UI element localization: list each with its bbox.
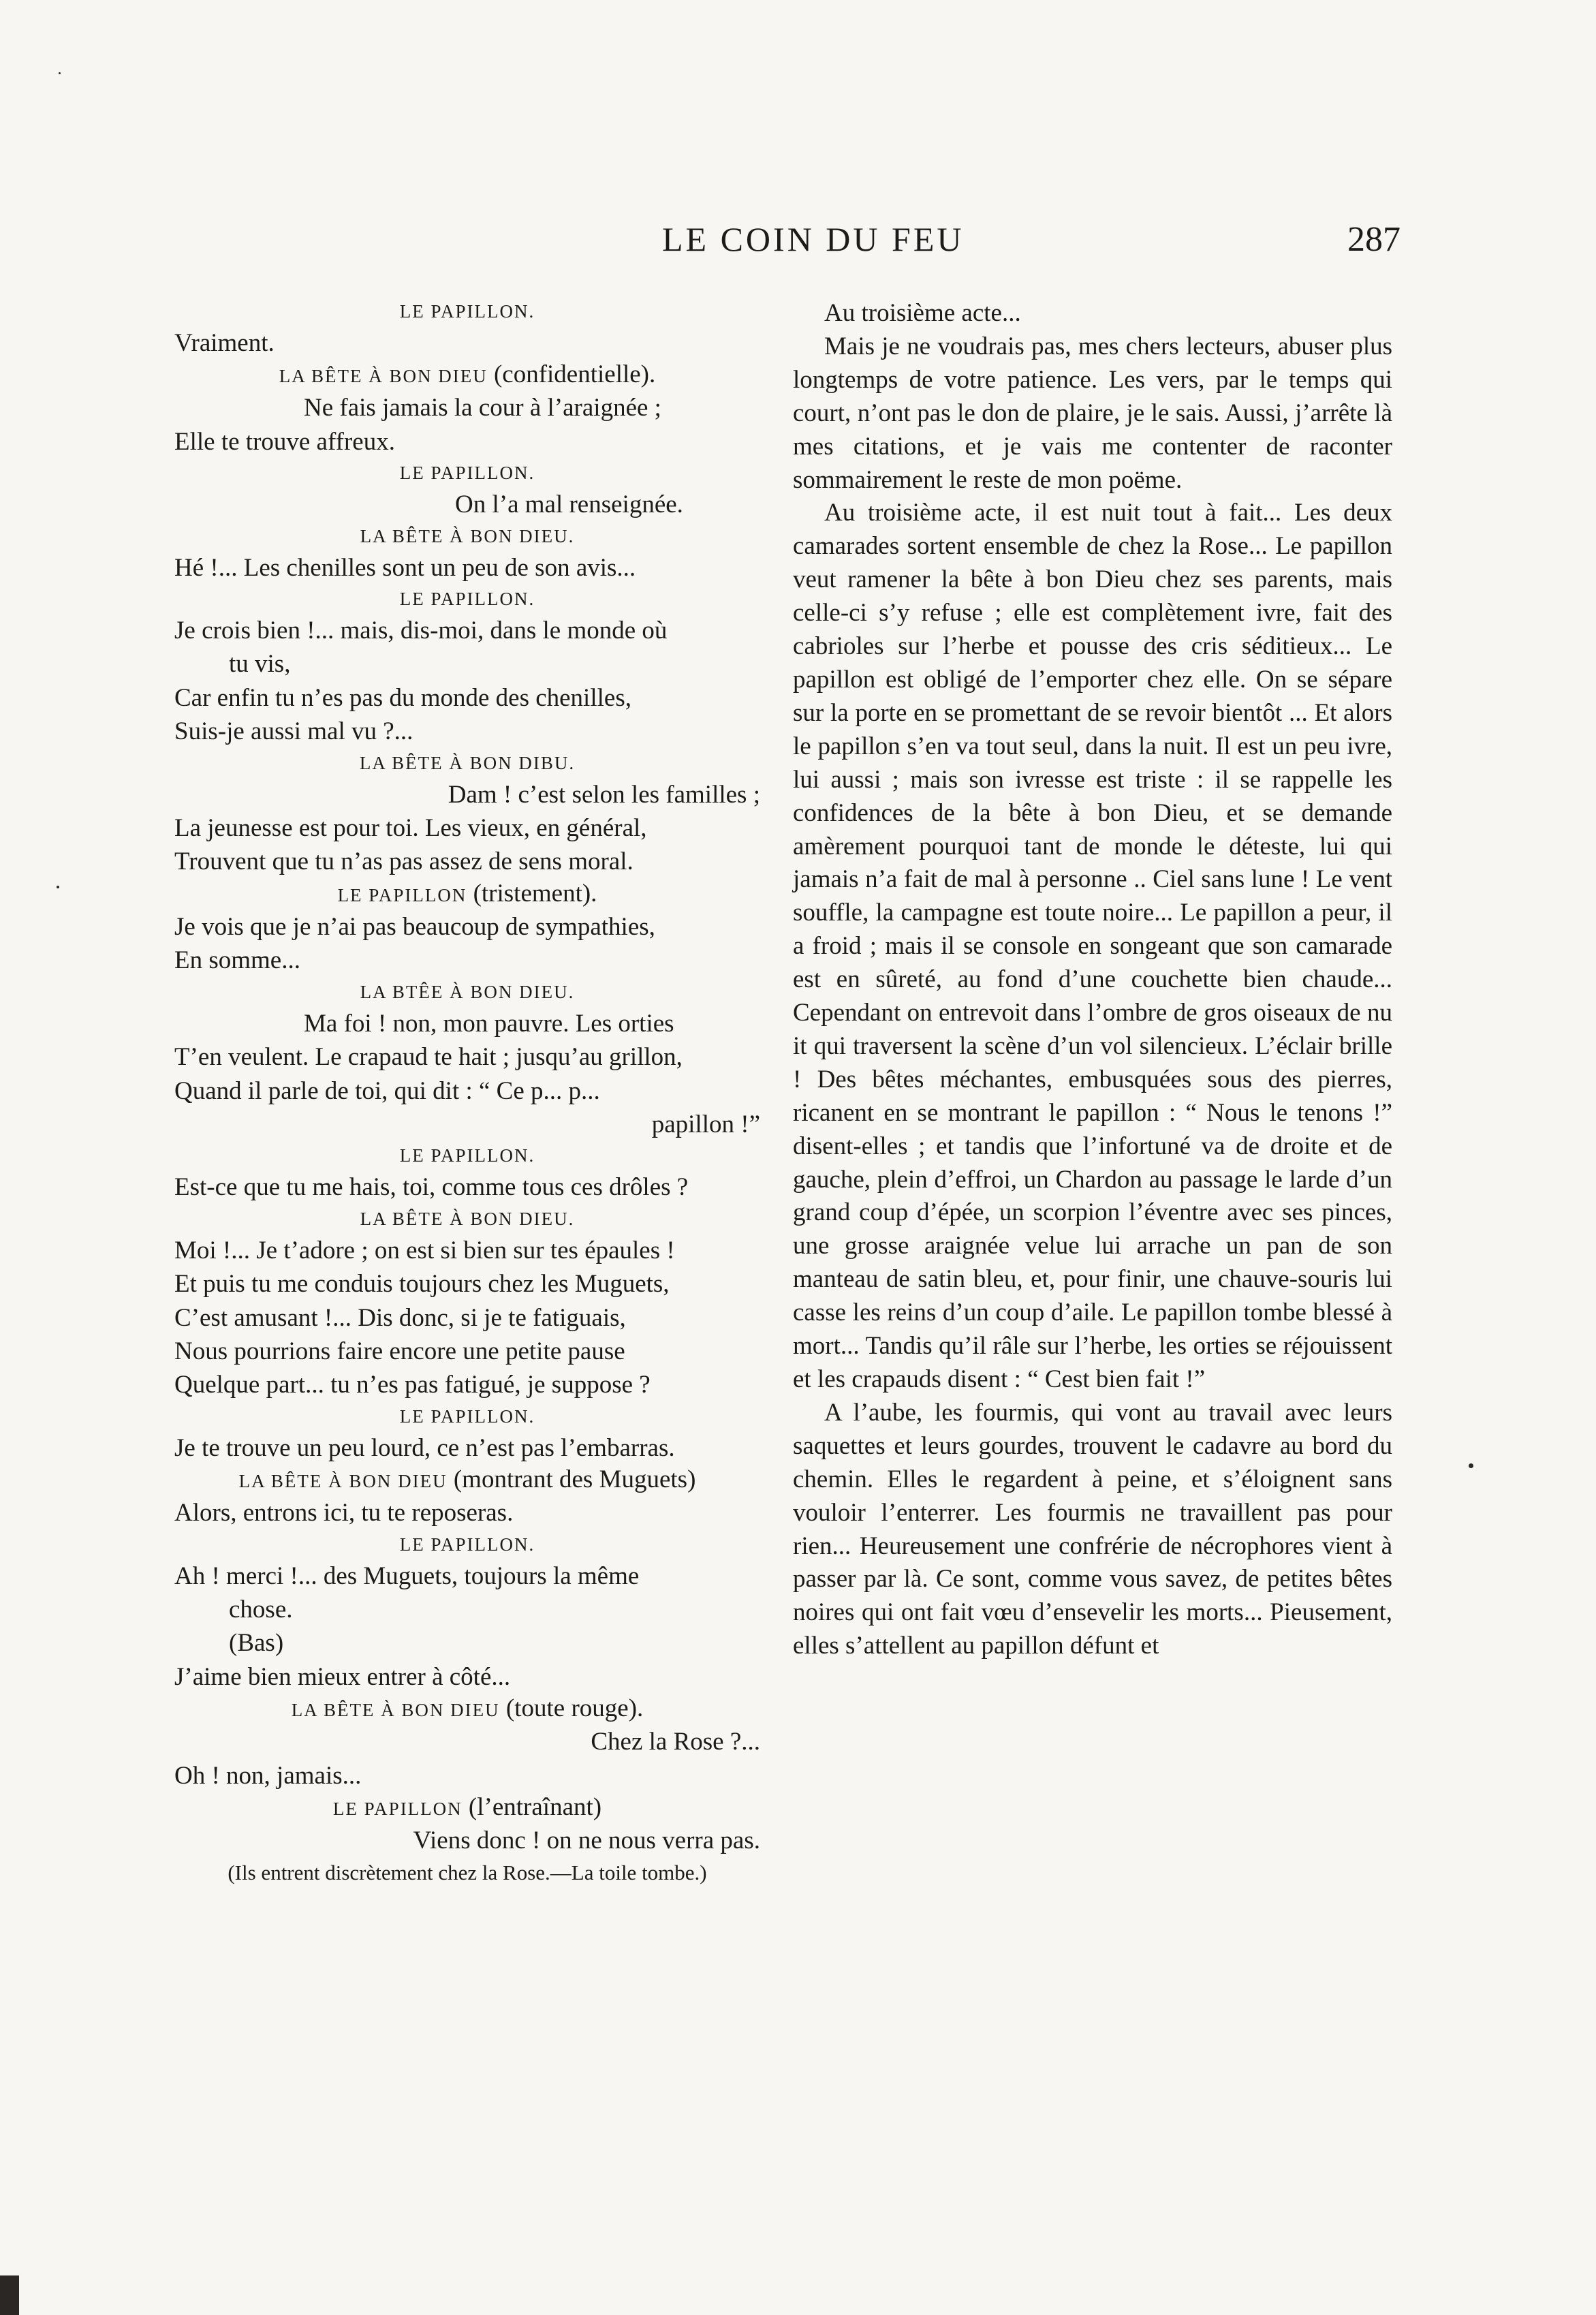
verse-line: Suis-je aussi mal vu ?...: [174, 717, 413, 746]
verse-line: Viens donc ! on ne nous verra pas.: [413, 1827, 760, 1854]
verse-line: Oh ! non, jamais...: [174, 1761, 362, 1790]
prose-paragraph: A l’aube, les fourmis, qui vont au travail avec leurs saquettes et leurs gourdes, trouvent le cadavre au bord du chemin. Elles le regardent à peine, et s’éloignent sans vouloir l’enterrer. Les fourmis ne travaillent pas pour rien... Heureusement une confrérie de nécrophores vient à passer par là. Ce sont, comme vous savez, de petites bêtes noires qui ont fait vœu d’ensevelir les morts... Pieusement, elles s’attellent au papillon défunt et: [793, 1398, 1392, 1660]
speaker-label: LE PAPILLON.: [399, 589, 535, 610]
verse-line: chose.: [229, 1595, 293, 1623]
verse-line: Car enfin tu n’es pas du monde des chenilles,: [174, 683, 631, 712]
verse-line: Je crois bien !... mais, dis-moi, dans le monde où: [174, 617, 668, 645]
stage-direction: (tristement).: [467, 879, 597, 907]
print-speck: [57, 886, 59, 888]
running-title: LE COIN DU FEU: [662, 220, 965, 258]
speaker-name: [174, 360, 760, 391]
speaker-label: LA BÊTE À BON DIEU: [279, 366, 488, 387]
stage-direction: (montrant des Muguets): [447, 1465, 696, 1494]
speaker-name: [174, 522, 760, 551]
speaker-label: LE PAPILLON: [337, 884, 467, 905]
print-speck: [0, 2275, 19, 2315]
verse-line: Quand il parle de toi, qui dit : “ Ce p... p...: [174, 1076, 600, 1105]
verse-line: En somme...: [174, 946, 300, 975]
verse-line: J’aime bien mieux entrer à côté...: [174, 1662, 511, 1691]
stage-direction: (confidentielle).: [487, 360, 656, 389]
verse-line: (Bas): [229, 1629, 284, 1658]
prose-paragraph: Au troisième acte...: [824, 299, 1021, 327]
speaker-name: [174, 459, 760, 488]
stage-direction: (l’entraînant): [462, 1793, 602, 1821]
speaker-label: LA BÊTE À BON DIEU: [238, 1471, 448, 1492]
speaker-name: [174, 1465, 760, 1496]
verse-line: La jeunesse est pour toi. Les vieux, en général,: [174, 814, 647, 843]
print-speck: [59, 72, 61, 74]
verse-line: Est-ce que tu me hais, toi, comme tous ces drôles ?: [174, 1173, 689, 1202]
verse-line: T’en veulent. Le crapaud te hait ; jusqu’au grillon,: [174, 1043, 683, 1072]
speaker-label: LE PAPILLON.: [399, 463, 535, 484]
speaker-name: [174, 297, 760, 326]
verse-line: Elle te trouve affreux.: [174, 427, 395, 456]
speaker-name: [174, 749, 760, 778]
verse-line: Trouvent que tu n’as pas assez de sens moral.: [174, 848, 633, 876]
right-column-prose: [793, 297, 1392, 1663]
verse-line: Alors, entrons ici, tu te reposeras.: [174, 1499, 514, 1527]
speaker-name: [174, 879, 760, 910]
stage-direction-line: (Ils entrent discrètement chez la Rose.—La toile tombe.): [228, 1861, 707, 1885]
speaker-name: [174, 1402, 760, 1431]
verse-line: Hé !... Les chenilles sont un peu de son avis...: [174, 553, 636, 582]
speaker-name: [174, 1141, 760, 1170]
speaker-name: [174, 585, 760, 614]
prose-paragraph: Mais je ne voudrais pas, mes chers lecteurs, abuser plus longtemps de votre patience. Les vers, par le temps qui court, n’ont pas le don de plaire, je le sais. Aussi, j’arrête là mes citations, et je vais me contenter de raconter sommairement le reste de mon poëme.: [793, 332, 1392, 494]
verse-line: Nous pourrions faire encore une petite pause: [174, 1337, 625, 1365]
verse-line: Ah ! merci !... des Muguets, toujours la même: [174, 1562, 640, 1590]
speaker-label: LE PAPILLON.: [399, 301, 535, 322]
verse-line: On l’a mal renseignée.: [455, 491, 683, 519]
verse-line: Chez la Rose ?...: [591, 1728, 760, 1756]
speaker-label: LA BÊTE À BON DIBU.: [359, 752, 576, 773]
speaker-label: LE PAPILLON.: [399, 1145, 535, 1166]
running-head: [0, 219, 1596, 267]
verse-line: Je vois que je n’ai pas beaucoup de sympathies,: [174, 912, 655, 941]
verse-line: Ma foi ! non, mon pauvre. Les orties: [304, 1009, 674, 1038]
page-number: 287: [1347, 220, 1401, 259]
verse-line: tu vis,: [229, 650, 291, 679]
speaker-label: LA BÊTE À BON DIEU.: [360, 525, 575, 546]
verse-line: Vraiment.: [174, 329, 275, 357]
speaker-label: LA BÊTE À BON DIEU: [291, 1700, 500, 1721]
speaker-name: [174, 1205, 760, 1234]
speaker-name: [174, 1530, 760, 1559]
speaker-name: [174, 1792, 760, 1824]
speaker-label: LE PAPILLON.: [399, 1534, 535, 1555]
speaker-name: [174, 1694, 760, 1725]
verse-line: Je te trouve un peu lourd, ce n’est pas l’embarras.: [174, 1433, 675, 1462]
verse-line: C’est amusant !... Dis donc, si je te fatiguais,: [174, 1303, 626, 1332]
stage-direction: (toute rouge).: [499, 1694, 644, 1723]
verse-line: Moi !... Je t’adore ; on est si bien sur tes épaules !: [174, 1236, 675, 1264]
print-speck: [1469, 1463, 1473, 1468]
verse-line: papillon !”: [651, 1110, 760, 1138]
speaker-name: [174, 978, 760, 1007]
verse-line: Et puis tu me conduis toujours chez les Muguets,: [174, 1270, 670, 1299]
verse-line: Quelque part... tu n’es pas fatigué, je suppose ?: [174, 1371, 651, 1399]
prose-paragraph: Au troisième acte, il est nuit tout à fait... Les deux camarades sortent ensemble de chez la Rose... Le papillon veut ramener la bête à bon Dieu chez ses parents, mais celle-ci s’y refuse ; elle est complètement ivre, fait des cabrioles sur l’herbe et pousse des cris séditieux... Le papillon est obligé de l’emporter chez elle. On se sépare sur la porte en se promettant de se revoir bientôt ... Et alors le papillon s’en va tout seul, dans la nuit. Il est un peu ivre, lui aussi ; mais son ivresse est triste : il se rappelle les confidences de la bête à bon Dieu, et se demande amèrement pourquoi tant de monde le déteste, lui qui jamais n’a fait de mal à personne .. Ciel sans lune ! Le vent souffle, la campagne est toute noire... Le papillon a peur, il a froid ; mais il se console en songeant que son camarade est en sûreté, au fond d’une couchette bien chaude... Cependant on entrevoit dans l’ombre de gros oiseaux de nu it qui traversent la scène d’un vol silencieux. L’éclair brille ! Des bêtes méchantes, embusquées sous des pierres, ricanent en se montrant le papillon : “ Nous le tenons !” disent-elles ; et tandis que l’infortuné va de droite et de gauche, plein d’effroi, un Chardon au passage le larde d’un grand coup d’épée, un scorpion l’éventre avec ses pinces, une grosse araignée velue lui arrache un pan de son manteau de satin bleu, et, pour finir, une chauve-souris lui casse les reins d’un coup d’aile. Le papillon tombe blessé à mort... Tandis qu’il râle sur l’herbe, les orties se réjouissent et les crapauds disent : “ Cest bien fait !”: [793, 499, 1392, 1393]
speaker-label: LE PAPILLON: [332, 1799, 463, 1819]
speaker-label: LA BTÊE À BON DIEU.: [360, 981, 575, 1002]
left-column-dialogue: [174, 297, 760, 1889]
speaker-label: LA BÊTE À BON DIEU.: [360, 1208, 575, 1229]
verse-line: Ne fais jamais la cour à l’araignée ;: [304, 394, 661, 422]
verse-line: Dam ! c’est selon les familles ;: [448, 780, 760, 809]
speaker-label: LE PAPILLON.: [399, 1405, 535, 1427]
